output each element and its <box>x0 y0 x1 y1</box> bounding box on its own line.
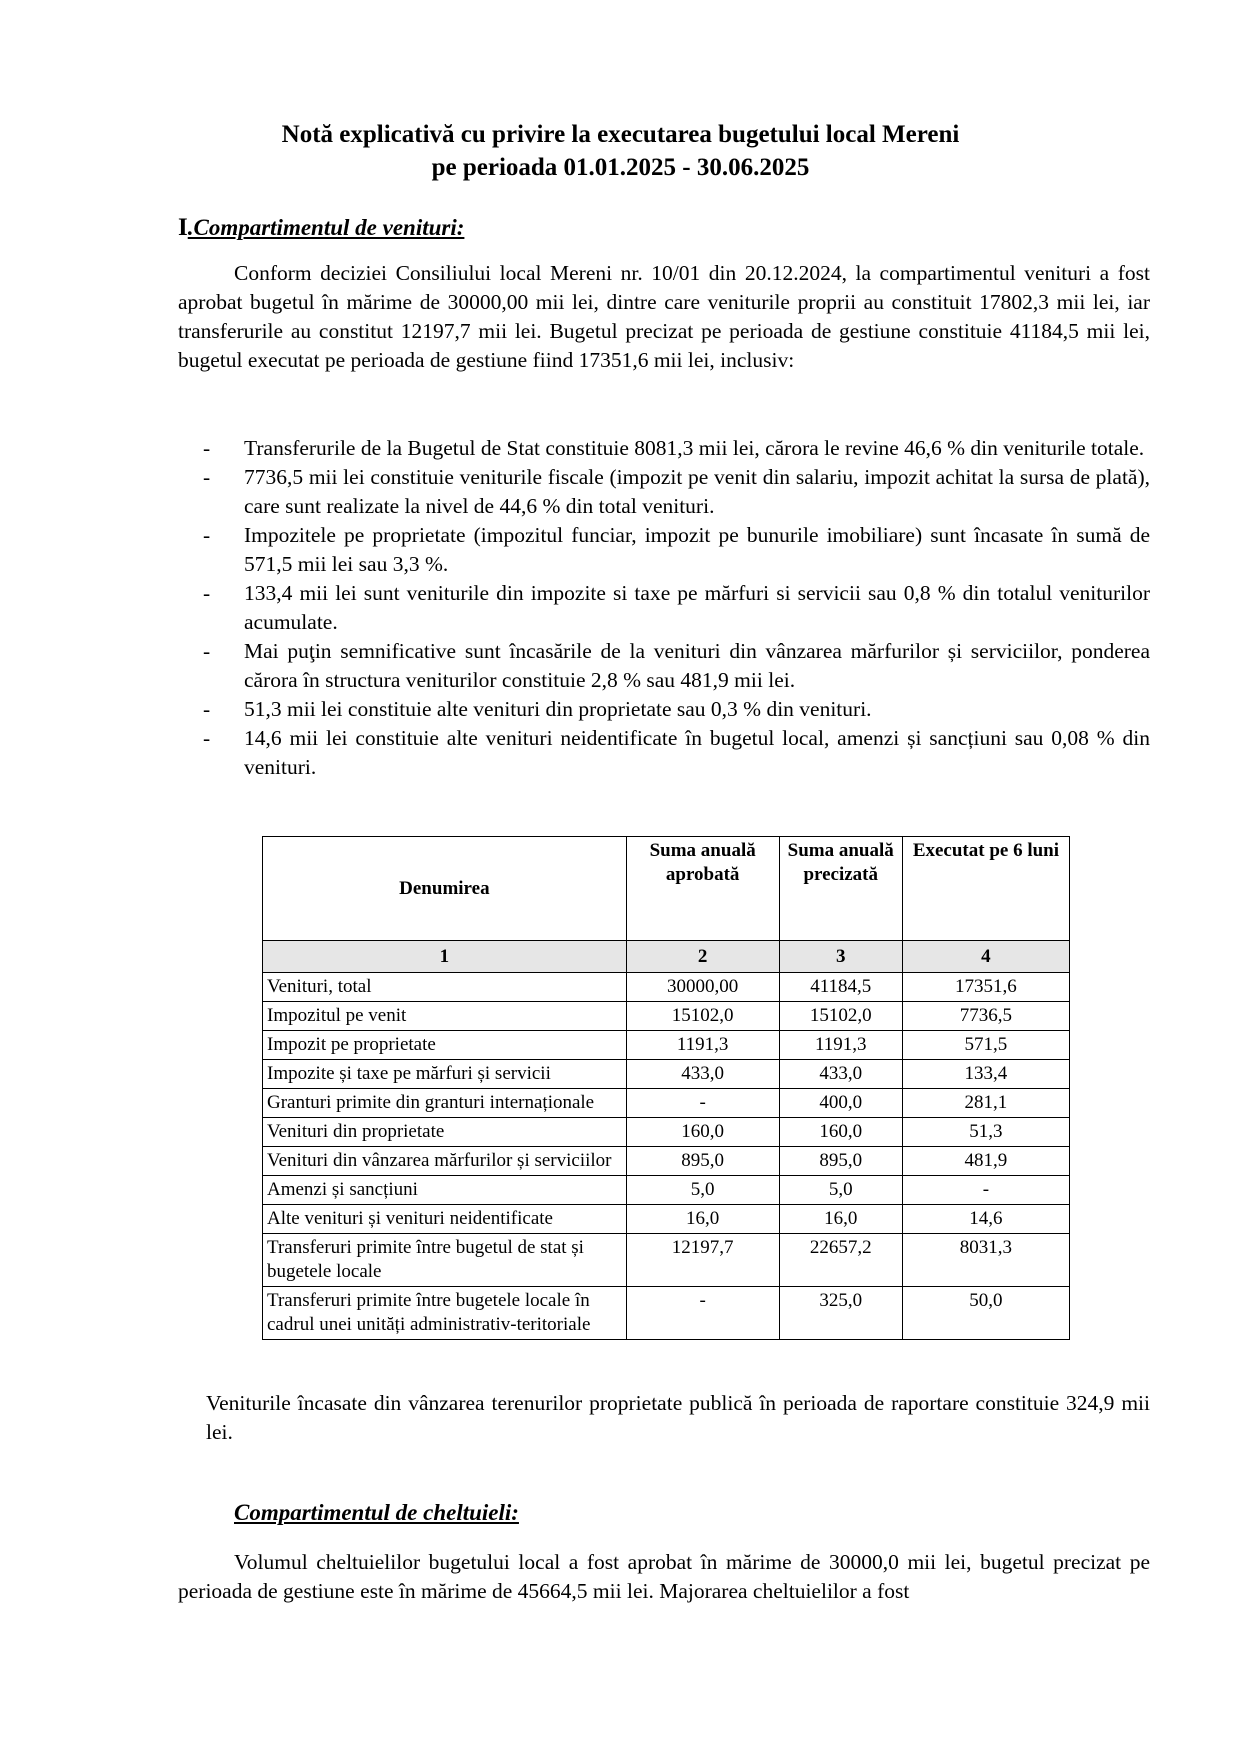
table-row <box>263 1147 1070 1176</box>
list-item <box>200 434 1150 463</box>
value-cell: 41184,5 <box>779 973 902 1002</box>
value-cell: 15102,0 <box>779 1002 902 1031</box>
table-row <box>263 1176 1070 1205</box>
column-number: 4 <box>902 941 1069 973</box>
bullet-text: 51,3 mii lei constituie alte venituri din proprietate sau 0,3 % din venituri. <box>244 697 872 721</box>
intro-paragraph-text: Conform deciziei Consiliului local Mereni nr. 10/01 din 20.12.2024, la compartimentul veniturі a fost aprobat bugetul în mărime de 30000,00 mii lei, dintre care veniturile proprii au constituit 17802,3 mii lei, iar transferurile au constitut 12197,7 mii lei. Bugetul precizat pe perioada de gestiune constituie 41184,5 mii lei, bugetul executat pe perioada de gestiune fiind 17351,6 mii lei, inclusiv: <box>178 261 1150 372</box>
bullet-dash: - <box>203 726 211 750</box>
table-row <box>263 1205 1070 1234</box>
value-cell: 281,1 <box>902 1089 1069 1118</box>
value-cell: 433,0 <box>779 1060 902 1089</box>
bullet-text: Transferurile de la Bugetul de Stat constituie 8081,3 mii lei, cărora le revine 46,6 % din veniturile totale. <box>244 436 1145 460</box>
list-item <box>200 637 1150 695</box>
table-row <box>263 1002 1070 1031</box>
value-cell: 1191,3 <box>779 1031 902 1060</box>
bullet-text: 133,4 mii lei sunt veniturile din impozite si taxe pe mărfuri si servicii sau 0,8 % din totalul veniturilor acumulate. <box>244 581 1150 634</box>
value-cell: 160,0 <box>779 1118 902 1147</box>
value-cell: 481,9 <box>902 1147 1069 1176</box>
value-cell: 51,3 <box>902 1118 1069 1147</box>
row-label-cell: Transferuri primite între bugetele locale în cadrul unei unități administrativ-teritoriale <box>263 1287 627 1340</box>
bullet-dash: - <box>203 436 211 460</box>
document-title-line-2: pe perioada 01.01.2025 - 30.06.2025 <box>431 154 810 181</box>
value-cell: 895,0 <box>779 1147 902 1176</box>
value-cell: 571,5 <box>902 1031 1069 1060</box>
header-denumirea: Denumirea <box>263 837 627 941</box>
bullet-dash: - <box>203 639 211 663</box>
row-label-cell: Transferuri primite între bugetul de stat și bugetele locale <box>263 1234 627 1287</box>
value-cell: 50,0 <box>902 1287 1069 1340</box>
list-item <box>200 579 1150 637</box>
value-cell: 14,6 <box>902 1205 1069 1234</box>
value-cell: 16,0 <box>779 1205 902 1234</box>
value-cell: - <box>626 1287 779 1340</box>
bullet-dash: - <box>203 465 211 489</box>
bullet-text: 14,6 mii lei constituie alte venituri neidentificate în bugetul local, amenzi și sancțiuni sau 0,08 % din venituri. <box>244 726 1150 779</box>
row-label-cell: Venituri din vânzarea mărfurilor și serviciilor <box>263 1147 627 1176</box>
column-number: 1 <box>263 941 627 973</box>
table-row <box>263 1089 1070 1118</box>
document-title-line-1: Notă explicativă cu privire la executarea bugetului local Mereni <box>281 121 960 148</box>
list-item <box>200 695 1150 724</box>
value-cell: 400,0 <box>779 1089 902 1118</box>
column-number: 3 <box>779 941 902 973</box>
value-cell: 15102,0 <box>626 1002 779 1031</box>
section-heading-revenues <box>178 214 464 242</box>
value-cell: 5,0 <box>626 1176 779 1205</box>
bullet-text: Impozitele pe proprietate (impozitul funciar, impozit pe bunurile imobiliare) sunt încasate în sumă de 571,5 mii lei sau 3,3 %. <box>244 523 1150 576</box>
table-row <box>263 1031 1070 1060</box>
value-cell: 160,0 <box>626 1118 779 1147</box>
value-cell: 133,4 <box>902 1060 1069 1089</box>
table-column-number-row <box>263 941 1070 973</box>
revenue-table <box>262 836 1070 1340</box>
row-label-cell: Impozit pe proprietate <box>263 1031 627 1060</box>
row-label-cell: Alte venituri și venituri neidentificate <box>263 1205 627 1234</box>
table-row <box>263 1118 1070 1147</box>
bullet-dash: - <box>203 697 211 721</box>
value-cell: - <box>626 1089 779 1118</box>
bullet-text: Mai puţin semnificative sunt încasările de la venituri din vânzarea mărfurilor și serviciilor, ponderea cărora în structura veniturilor constituie 2,8 % sau 481,9 mii lei. <box>244 639 1150 692</box>
section-roman-numeral: I <box>178 214 188 241</box>
value-cell: 8031,3 <box>902 1234 1069 1287</box>
row-label-cell: Impozite și taxe pe mărfuri și servicii <box>263 1060 627 1089</box>
column-number: 2 <box>626 941 779 973</box>
table-row <box>263 1287 1070 1340</box>
value-cell: 12197,7 <box>626 1234 779 1287</box>
row-label-cell: Granturi primite din granturi internaționale <box>263 1089 627 1118</box>
value-cell: - <box>902 1176 1069 1205</box>
value-cell: 1191,3 <box>626 1031 779 1060</box>
header-specified-annual: Suma anuală precizată <box>779 837 902 941</box>
section-heading-expenses: Compartimentul de cheltuieli: <box>234 1500 519 1525</box>
value-cell: 433,0 <box>626 1060 779 1089</box>
section-heading-text: .Compartimentul de venituri: <box>187 215 465 240</box>
list-item <box>200 521 1150 579</box>
value-cell: 7736,5 <box>902 1002 1069 1031</box>
list-item <box>200 463 1150 521</box>
table-row <box>263 1234 1070 1287</box>
header-approved-annual: Suma anuală aprobată <box>626 837 779 941</box>
table-header-row <box>263 837 1070 941</box>
row-label-cell: Venituri din proprietate <box>263 1118 627 1147</box>
expenses-paragraph-text: Volumul cheltuielilor bugetului local a fost aprobat în mărime de 30000,0 mii lei, bugetul precizat pe perioada de gestiune este în mărime de 45664,5 mii lei. Majorarea cheltuielilor a fost <box>178 1550 1150 1603</box>
expenses-paragraph <box>178 1548 1150 1606</box>
value-cell: 325,0 <box>779 1287 902 1340</box>
value-cell: 5,0 <box>779 1176 902 1205</box>
row-label-cell: Impozitul pe venit <box>263 1002 627 1031</box>
list-item <box>200 724 1150 782</box>
value-cell: 17351,6 <box>902 973 1069 1002</box>
table-body <box>263 973 1070 1340</box>
land-sales-paragraph: Veniturile încasate din vânzarea terenurilor proprietate publică în perioada de raportare constituie 324,9 mii lei. <box>206 1391 1150 1444</box>
value-cell: 16,0 <box>626 1205 779 1234</box>
value-cell: 895,0 <box>626 1147 779 1176</box>
bullet-dash: - <box>203 581 211 605</box>
header-executed-6-months: Executat pe 6 luni <box>902 837 1069 941</box>
row-label-cell: Venituri, total <box>263 973 627 1002</box>
bullet-text: 7736,5 mii lei constituie veniturile fiscale (impozit pe venit din salariu, impozit achitat la sursa de plată), care sunt realizate la nivel de 44,6 % din total venituri. <box>244 465 1150 518</box>
bullet-dash: - <box>203 523 211 547</box>
intro-paragraph <box>178 259 1150 375</box>
table-row <box>263 973 1070 1002</box>
value-cell: 30000,00 <box>626 973 779 1002</box>
revenue-bullet-list <box>200 434 1150 782</box>
value-cell: 22657,2 <box>779 1234 902 1287</box>
table-row <box>263 1060 1070 1089</box>
row-label-cell: Amenzi și sancțiuni <box>263 1176 627 1205</box>
